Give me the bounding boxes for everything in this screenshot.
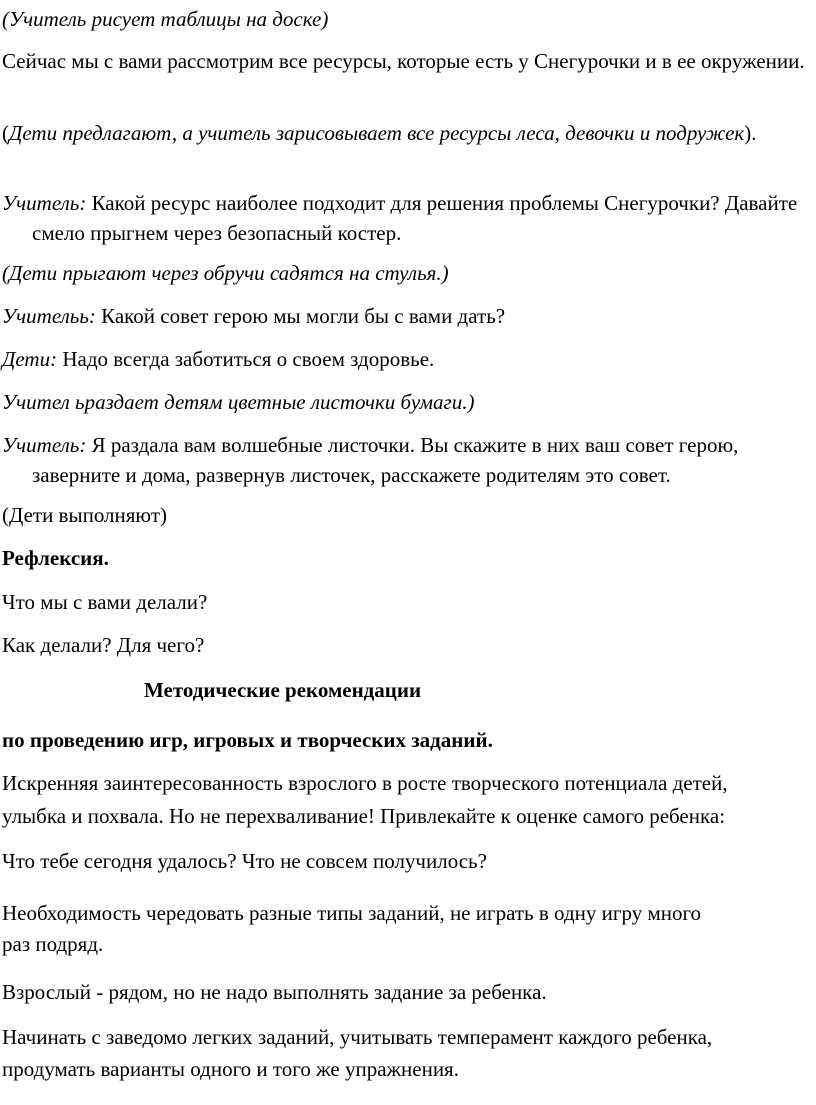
paragraph-adult-nearby: Взрослый - рядом, но не надо выполнять задание за ребенка. bbox=[2, 980, 547, 1004]
speech-text: Какой совет герою мы могли бы с вами дать? bbox=[95, 304, 506, 328]
dialogue-children-health bbox=[2, 344, 814, 374]
stage-direction-jumping: (Дети прыгают через обручи садятся на стулья.) bbox=[2, 261, 449, 285]
speaker-label: Учитель: bbox=[2, 191, 87, 215]
stage-direction-text: Дети предлагают, а учитель зарисовывает все ресурсы леса, девочки и подружек bbox=[9, 121, 745, 145]
heading-methodical-recommendations: Методические рекомендации bbox=[144, 678, 422, 702]
question-what-did-we-do: Что мы с вами делали? bbox=[2, 590, 208, 614]
stage-direction-papers: Учител ьраздает детям цветные листочки бумаги.) bbox=[2, 390, 475, 414]
dialogue-teacher-magic-leaves bbox=[2, 430, 814, 490]
section-title-reflection: Рефлексия. bbox=[2, 546, 109, 570]
question-how-and-why: Как делали? Для чего? bbox=[2, 633, 205, 657]
paragraph-what-worked: Что тебе сегодня удалось? Что не совсем получилось? bbox=[2, 849, 487, 873]
paragraph-easy-tasks-line1: Начинать с заведомо легких заданий, учитывать темперамент каждого ребенка, bbox=[2, 1025, 713, 1049]
heading-games-and-tasks: по проведению игр, игровых и творческих заданий. bbox=[2, 728, 493, 752]
dialogue-teacher-resource bbox=[2, 188, 814, 248]
dialogue-teacher-advice bbox=[2, 301, 814, 331]
stage-direction-children-do: (Дети выполняют) bbox=[2, 503, 168, 527]
paragraph-adult-interest-line1: Искренняя заинтересованность взрослого в росте творческого потенциала детей, bbox=[2, 771, 728, 795]
paragraph-resources: Сейчас мы с вами рассмотрим все ресурсы, которые есть у Снегурочки и в ее окружении. bbox=[2, 49, 805, 73]
paragraph-alternate-tasks-line2: раз подряд. bbox=[2, 932, 104, 956]
speaker-label: Учительь: bbox=[2, 304, 96, 328]
paragraph-adult-interest-line2: улыбка и похвала. Но не перехваливание! Привлекайте к оценке самого ребенка: bbox=[2, 804, 726, 828]
stage-direction-drawing: (Учитель рисует таблицы на доске) bbox=[2, 7, 329, 31]
speech-text: Я раздала вам волшебные листочки. Вы скажите в них ваш совет герою, заверните и дома, развернув листочек, расскажете родителям это совет. bbox=[32, 433, 739, 487]
paren-open: ( bbox=[2, 121, 9, 145]
paren-close: ). bbox=[744, 121, 757, 145]
stage-direction-children-suggest bbox=[2, 118, 814, 148]
speaker-label: Дети: bbox=[2, 347, 58, 371]
paragraph-alternate-tasks-line1: Необходимость чередовать разные типы заданий, не играть в одну игру много bbox=[2, 901, 702, 925]
speaker-label: Учитель: bbox=[2, 433, 87, 457]
speech-text: Надо всегда заботиться о своем здоровье. bbox=[57, 347, 435, 371]
paragraph-easy-tasks-line2: продумать варианты одного и того же упражнения. bbox=[2, 1057, 459, 1081]
speech-text: Какой ресурс наиболее подходит для решения проблемы Снегурочки? Давайте смело прыгнем через безопасный костер. bbox=[32, 191, 798, 245]
